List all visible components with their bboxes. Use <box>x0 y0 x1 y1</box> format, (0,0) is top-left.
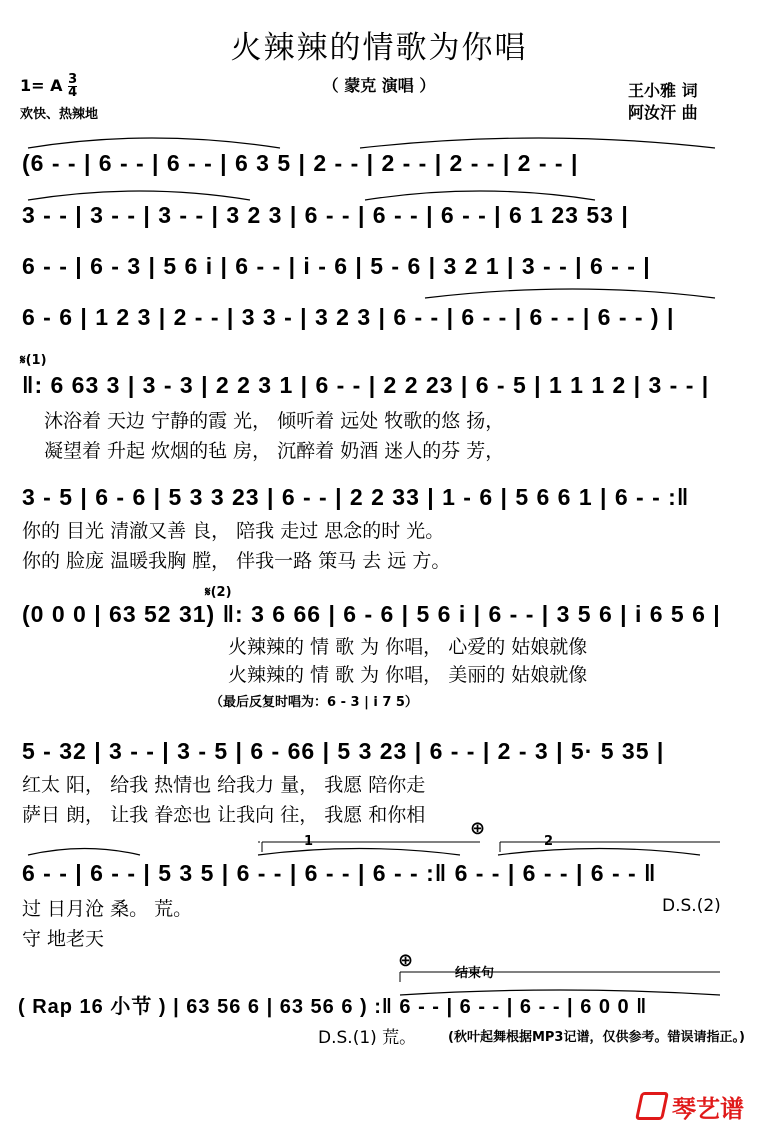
slur <box>360 138 715 148</box>
logo-icon <box>635 1092 669 1120</box>
singer-credit: （ 蒙克 演唱 ） <box>322 76 436 95</box>
final-repeat-note: （最后反复时唱为：6 - 3 | i 7 5） <box>210 695 418 710</box>
ds-2-marking: D.S.(2) <box>662 896 721 916</box>
page-title: 火辣辣的情歌为你唱 <box>230 30 528 66</box>
lyrics-line-7a: 火辣辣的 情 歌 为 你唱， 心爱的 姑娘就像 <box>228 636 588 658</box>
score-line-6: 3 - 5 | 6 - 6 | 5 3 3 23 | 6 - - | 2 2 33 | 1 - 6 | 5 6 6 1 | 6 - - :‖ <box>22 484 690 510</box>
slur <box>28 849 140 856</box>
volta-2-number: 2 <box>544 834 554 849</box>
slur <box>425 289 715 298</box>
lyrics-line-9a: 过 日月沧 桑。 荒。 <box>22 898 193 920</box>
composer: 阿汝汗 曲 <box>628 103 698 122</box>
score-line-2: 3 - - | 3 - - | 3 - - | 3 2 3 | 6 - - | 6 - - | 6 - - | 6 1 23 53 | <box>22 202 629 228</box>
lyrics-line-8b: 萨日 朗， 让我 眷恋也 让我向 往， 我愿 和你相 <box>22 804 426 826</box>
score-line-7: (0 0 0 | 63 52 31) ‖: 3 6 66 | 6 - 6 | 5 6 i | 6 - - | 3 5 6 | i 6 5 6 | <box>22 601 721 627</box>
lyrics-line-6a: 你的 目光 清澈又善 良， 陪我 走过 思念的时 光。 <box>22 520 445 542</box>
segno-2: 𝄋(2) <box>205 585 232 600</box>
coda-sign: ⊕ <box>398 950 415 970</box>
ds-1-marking: D.S.(1) 荒。 <box>318 1028 417 1048</box>
site-logo <box>638 1089 744 1124</box>
time-bottom: 4 <box>68 85 78 100</box>
segno-1: 𝄋(1) <box>20 353 47 368</box>
lyrics-line-7b: 火辣辣的 情 歌 为 你唱， 美丽的 姑娘就像 <box>228 664 588 686</box>
score-line-1: (6 - - | 6 - - | 6 - - | 6 3 5 | 2 - - | 2 - - | 2 - - | 2 - - | <box>22 150 579 176</box>
score-line-10: ( Rap 16 小节 ) | 63 56 6 | 63 56 6 ) :‖ 6 - - | 6 - - | 6 - - | 6 0 0 ‖ <box>18 996 648 1018</box>
slur <box>28 138 280 148</box>
score-line-3: 6 - - | 6 - 3 | 5 6 i | 6 - - | i - 6 | 5 - 6 | 3 2 1 | 3 - - | 6 - - | <box>22 253 651 279</box>
score-line-8: 5 - 32 | 3 - - | 3 - 5 | 6 - 66 | 5 3 23 | 6 - - | 2 - 3 | 5· 5 35 | <box>22 738 665 764</box>
slur <box>365 191 595 200</box>
score-line-5: ‖: 6 63 3 | 3 - 3 | 2 2 3 1 | 6 - - | 2 2 23 | 6 - 5 | 1 1 1 2 | 3 - - | <box>22 372 710 398</box>
transcription-footnote: (秋叶起舞根据MP3记谱，仅供参考。错误请指正。) <box>448 1030 745 1045</box>
time-top: 3 <box>68 72 78 87</box>
slur <box>258 849 460 856</box>
lyrics-line-8a: 红太 阳， 给我 热情也 给我力 量， 我愿 陪你走 <box>22 774 426 796</box>
lyrics-line-6b: 你的 脸庞 温暖我胸 膛， 伴我一路 策马 去 远 方。 <box>22 550 451 572</box>
slur <box>498 849 700 856</box>
volta-1-number: 1 <box>304 834 314 849</box>
logo-text: 琴艺谱 <box>672 1095 744 1123</box>
lyrics-line-5a: 沐浴着 天边 宁静的霞 光， 倾听着 远处 牧歌的悠 扬， <box>44 410 505 432</box>
score-line-9: 6 - - | 6 - - | 5 3 5 | 6 - - | 6 - - | 6 - - :‖ 6 - - | 6 - - | 6 - - ‖ <box>22 860 657 886</box>
key-label: 1= A <box>20 76 63 95</box>
lyricist: 王小雅 词 <box>628 81 698 100</box>
slur <box>28 191 250 200</box>
ending-label: 结束句 <box>455 966 495 981</box>
tempo-marking: 欢快、热辣地 <box>20 107 99 122</box>
score-line-4: 6 - 6 | 1 2 3 | 2 - - | 3 3 - | 3 2 3 | 6 - - | 6 - - | 6 - - | 6 - - ) | <box>22 304 675 330</box>
lyrics-line-9b: 守 地老天 <box>22 928 105 950</box>
lyrics-line-5b: 凝望着 升起 炊烟的毡 房， 沉醉着 奶酒 迷人的芬 芳， <box>44 440 505 462</box>
coda-sign: ⊕ <box>470 818 487 838</box>
